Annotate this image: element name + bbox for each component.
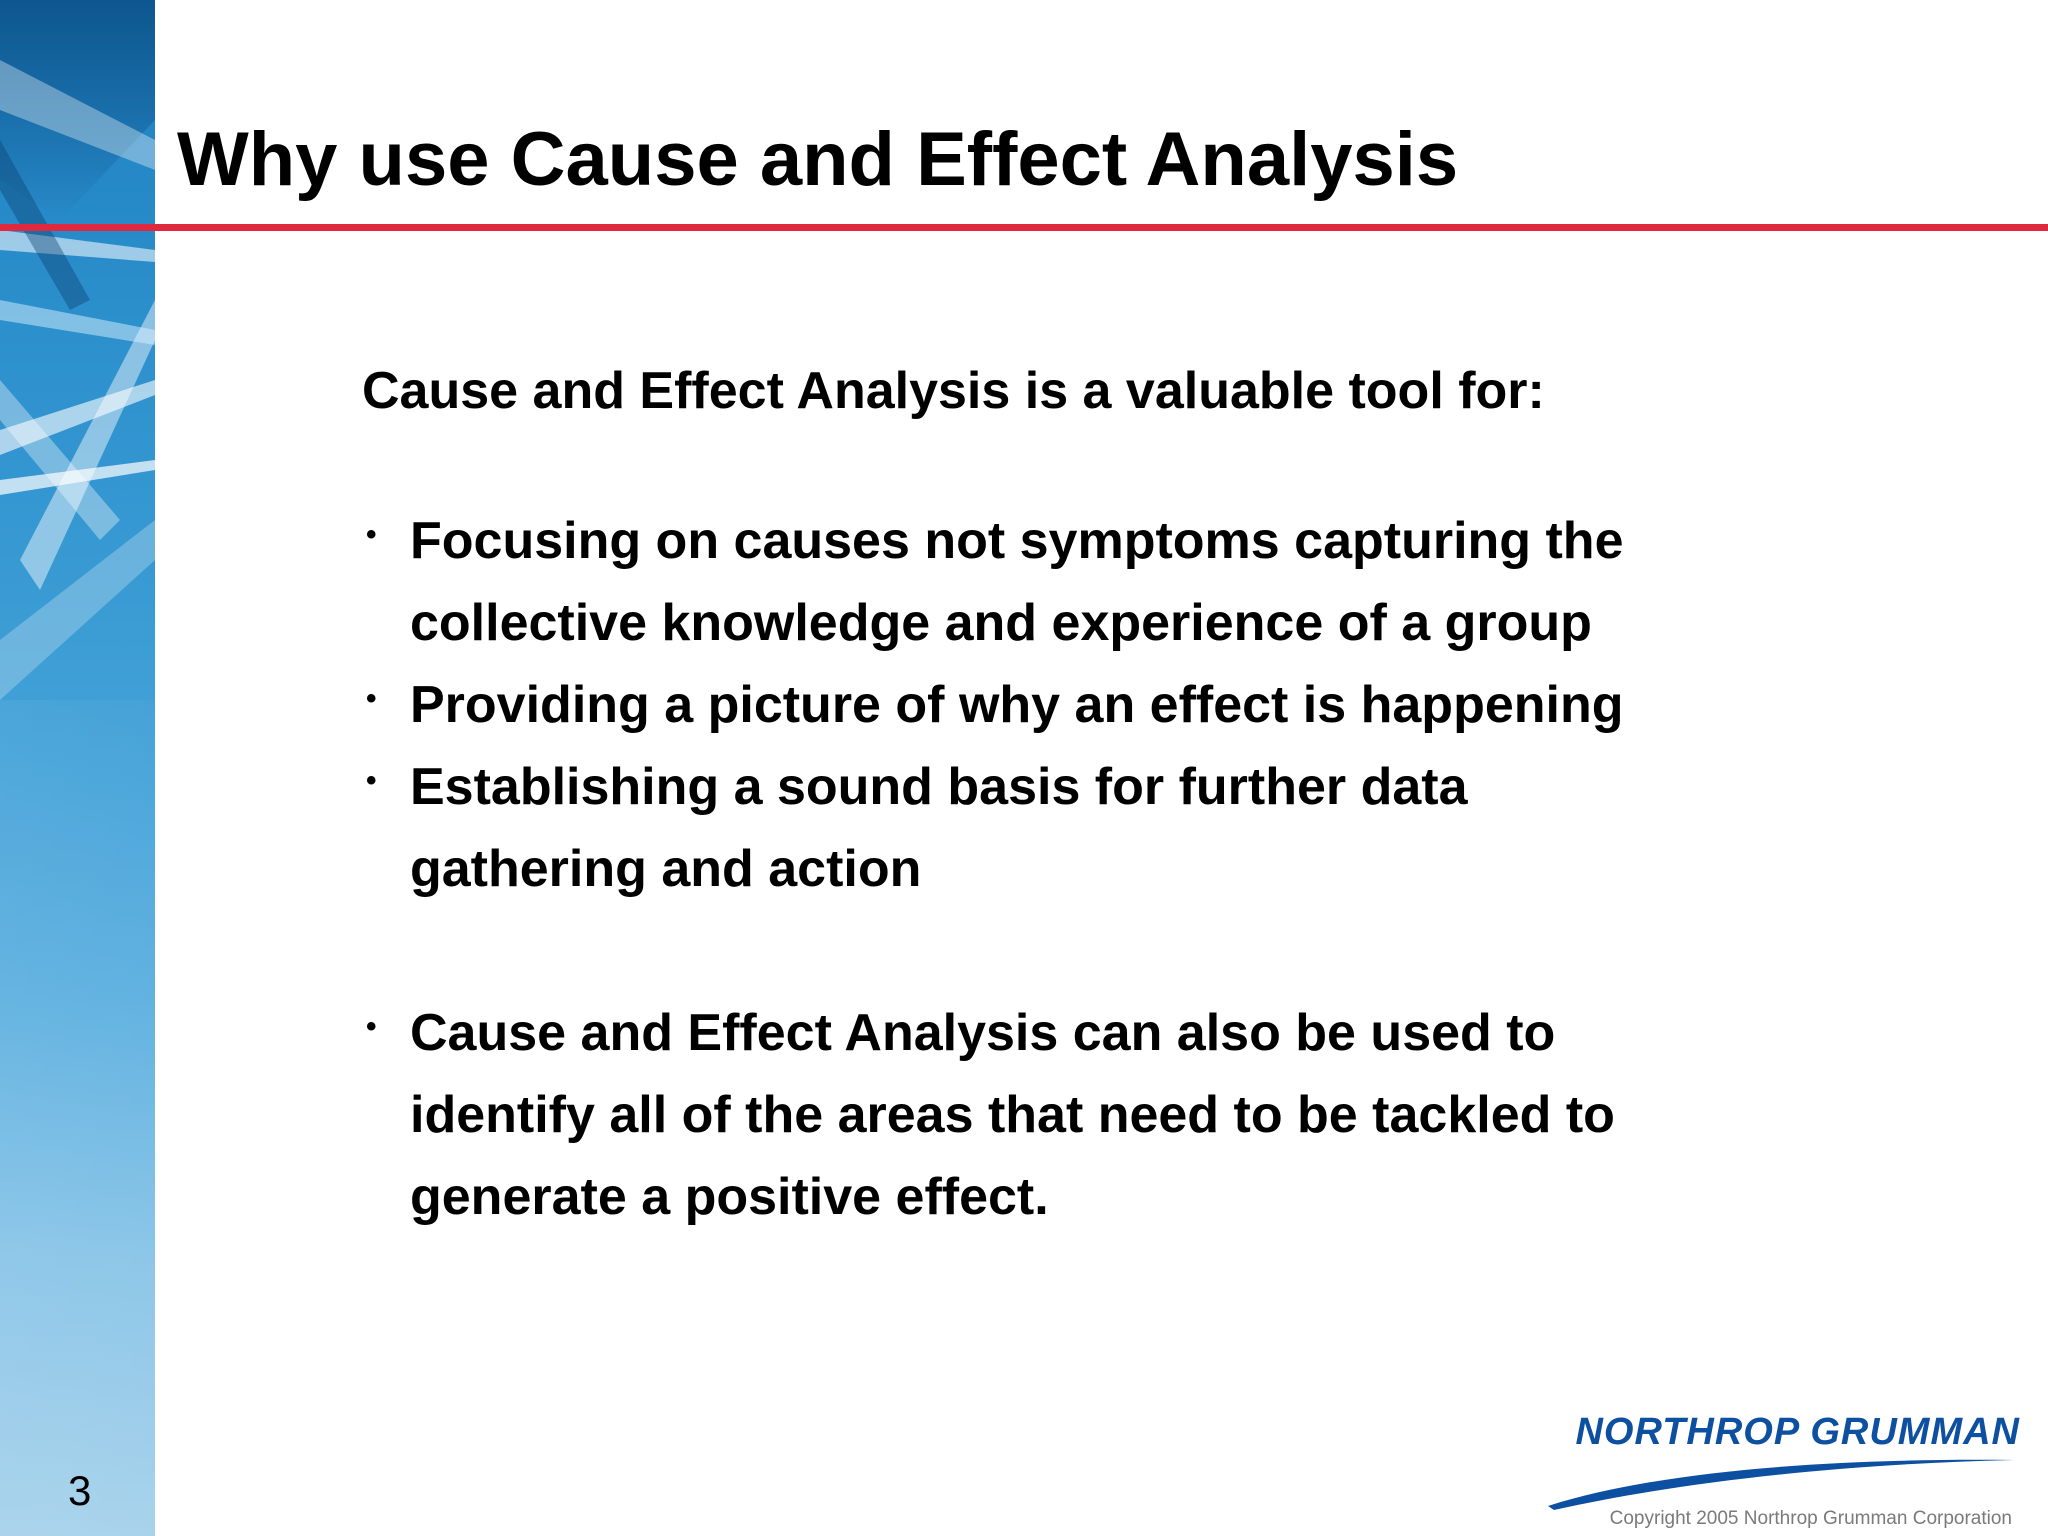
- bullet-line: Cause and Effect Analysis can also be used to: [410, 1004, 1556, 1062]
- bullet-line: Establishing a sound basis for further data: [410, 758, 1468, 816]
- bullet-icon: •: [366, 518, 377, 551]
- bullet-line: generate a positive effect.: [410, 1168, 1049, 1226]
- bullet-item: [362, 500, 1782, 664]
- bullet-icon: •: [366, 764, 377, 797]
- page-number: 3: [68, 1467, 92, 1514]
- bullet-icon: •: [366, 682, 377, 715]
- slide-body: [362, 350, 1782, 1238]
- title-divider: [0, 224, 2048, 231]
- logo-swoosh-icon: [1540, 1452, 2020, 1512]
- copyright-text: Copyright 2005 Northrop Grumman Corporation: [1609, 1508, 2012, 1529]
- bullet-item: [362, 992, 1782, 1238]
- bullet-item: [362, 664, 1782, 746]
- bullet-line: gathering and action: [410, 840, 922, 898]
- company-logo: NORTHROP GRUMMAN: [1575, 1411, 2020, 1453]
- bullet-line: identify all of the areas that need to be tackled to: [410, 1086, 1615, 1144]
- slide-title: Why use Cause and Effect Analysis: [177, 117, 1459, 202]
- bullet-line: Providing a picture of why an effect is happening: [410, 676, 1624, 734]
- bullet-list: [362, 500, 1782, 1238]
- bullet-line: collective knowledge and experience of a group: [410, 594, 1592, 652]
- bullet-item: [362, 746, 1782, 910]
- intro-text: Cause and Effect Analysis is a valuable tool for:: [362, 362, 1545, 420]
- bullet-icon: •: [366, 1010, 377, 1043]
- bullet-line: Focusing on causes not symptoms capturing the: [410, 512, 1624, 570]
